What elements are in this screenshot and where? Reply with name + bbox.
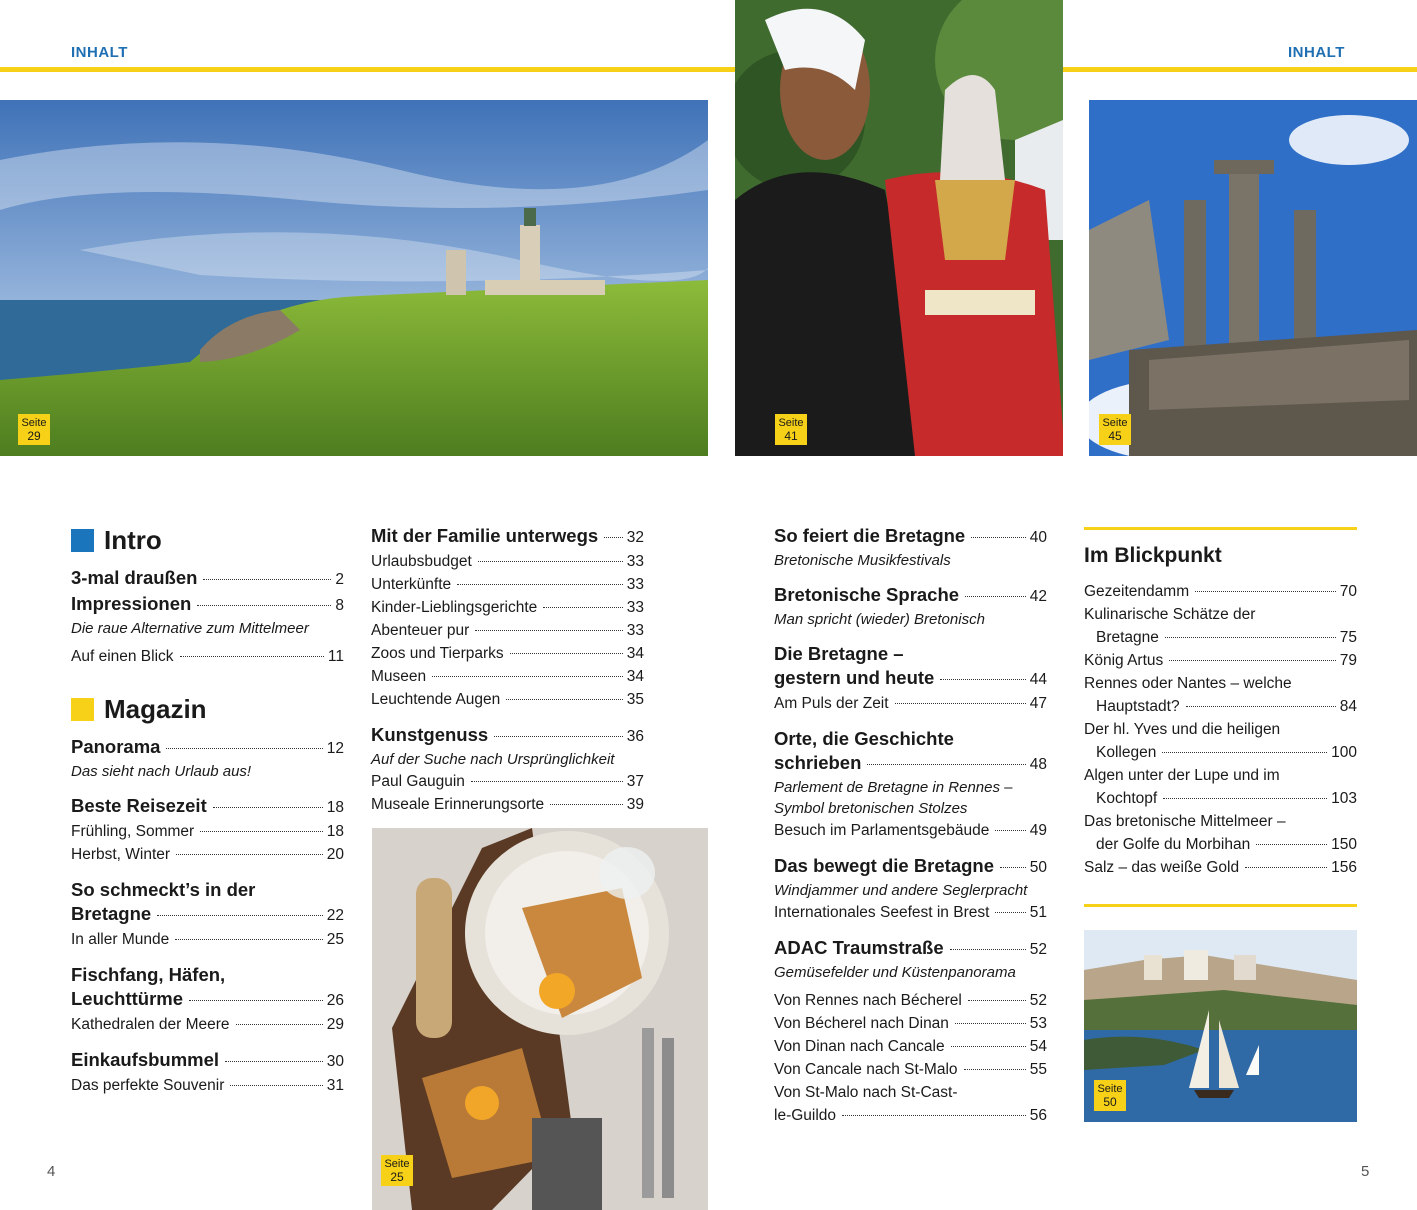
seite-number: 45: [1108, 429, 1122, 443]
seite-badge: [1099, 414, 1131, 445]
toc-entry[interactable]: ADAC Traumstraße 52: [774, 937, 1047, 958]
lighthouse-photo: [0, 100, 708, 456]
crepes-photo: [372, 828, 708, 1210]
toc-subtitle: Das sieht nach Urlaub aus!: [71, 763, 252, 780]
toc-subtitle: Auf der Suche nach Ursprünglichkeit: [371, 751, 615, 768]
seite-number: 29: [27, 429, 41, 443]
blickpunkt-box: [1084, 544, 1357, 879]
seite-badge: [381, 1155, 413, 1186]
toc-entry[interactable]: Von Rennes nach Bécherel 52: [774, 992, 1047, 1009]
seite-number: 50: [1103, 1095, 1117, 1109]
header-label-left: INHALT: [71, 44, 128, 61]
harbour-photo: [1084, 930, 1357, 1122]
toc-entry[interactable]: Das perfekte Souvenir 31: [71, 1077, 344, 1094]
toc-entry-line[interactable]: Das bretonische Mittelmeer –: [1084, 813, 1286, 830]
toc-entry[interactable]: Abenteuer pur 33: [371, 622, 644, 639]
toc-subtitle: Man spricht (wieder) Bretonisch: [774, 611, 985, 628]
toc-entry[interactable]: Bretagne 22: [71, 903, 344, 924]
toc-entry[interactable]: Von Dinan nach Cancale 54: [774, 1038, 1047, 1055]
toc-entry[interactable]: Salz – das weiße Gold 156: [1084, 859, 1357, 876]
toc-entry[interactable]: Kunstgenuss 36: [371, 724, 644, 745]
toc-entry-line[interactable]: Die Bretagne –: [774, 643, 904, 664]
toc-entry[interactable]: Von Cancale nach St-Malo 55: [774, 1061, 1047, 1078]
toc-entry[interactable]: Leuchttürme 26: [71, 988, 344, 1009]
toc-entry-line[interactable]: Rennes oder Nantes – welche: [1084, 675, 1292, 692]
toc-subtitle: Die raue Alternative zum Mittelmeer: [71, 620, 309, 637]
toc-entry[interactable]: Leuchtende Augen 35: [371, 691, 644, 708]
seite-badge: [1094, 1080, 1126, 1111]
toc-subtitle: Parlement de Bretagne in Rennes –: [774, 779, 1013, 796]
calvary-photo: [1089, 100, 1417, 456]
toc-entry[interactable]: So feiert die Bretagne 40: [774, 525, 1047, 546]
seite-badge: [18, 414, 50, 445]
toc-entry-line[interactable]: So schmeckt’s in der: [71, 879, 256, 900]
toc-entry[interactable]: der Golfe du Morbihan 150: [1096, 836, 1357, 853]
toc-column-1: [71, 525, 344, 1097]
toc-subtitle: Gemüsefelder und Küstenpanorama: [774, 964, 1016, 981]
toc-entry[interactable]: Hauptstadt? 84: [1096, 698, 1357, 715]
toc-entry[interactable]: In aller Munde 25: [71, 931, 344, 948]
toc-entry[interactable]: Unterkünfte 33: [371, 576, 644, 593]
toc-entry-line[interactable]: Orte, die Geschichte: [774, 728, 954, 749]
intro-title: Intro: [104, 525, 162, 555]
seite-number: 25: [390, 1170, 404, 1184]
seite-badge: [775, 414, 807, 445]
toc-subtitle: Symbol bretonischen Stolzes: [774, 800, 968, 817]
toc-entry[interactable]: Museen 34: [371, 668, 644, 685]
toc-entry[interactable]: schrieben 48: [774, 752, 1047, 773]
toc-entry[interactable]: Beste Reisezeit 18: [71, 795, 344, 816]
toc-entry-line[interactable]: Von St-Malo nach St-Cast-: [774, 1084, 958, 1101]
seite-label: Seite: [1102, 417, 1128, 429]
toc-entry[interactable]: Urlaubsbudget 33: [371, 553, 644, 570]
toc-entry[interactable]: Kinder-Lieblingsgerichte 33: [371, 599, 644, 616]
seite-label: Seite: [1097, 1083, 1123, 1095]
toc-entry[interactable]: Internationales Seefest in Brest 51: [774, 904, 1047, 921]
toc-entry[interactable]: Frühling, Sommer 18: [71, 823, 344, 840]
toc-entry[interactable]: Museale Erinnerungsorte 39: [371, 796, 644, 813]
toc-entry[interactable]: Bretagne 75: [1096, 629, 1357, 646]
breton-costume-photo: [735, 0, 1063, 456]
toc-entry[interactable]: 3-mal draußen 2: [71, 567, 344, 588]
toc-entry[interactable]: Kathedralen der Meere 29: [71, 1016, 344, 1033]
blickpunkt-rule-top: [1084, 527, 1357, 530]
seite-label: Seite: [384, 1158, 410, 1170]
toc-entry-line[interactable]: Fischfang, Häfen,: [71, 964, 226, 985]
seite-number: 41: [784, 429, 798, 443]
toc-entry[interactable]: Paul Gauguin 37: [371, 773, 644, 790]
toc-entry[interactable]: Kochtopf 103: [1096, 790, 1357, 807]
header-rule-right: [1062, 67, 1417, 72]
toc-entry[interactable]: Herbst, Winter 20: [71, 846, 344, 863]
toc-subtitle: Bretonische Musikfestivals: [774, 552, 951, 569]
page-number-right: 5: [1361, 1163, 1370, 1180]
magazin-square-icon: [71, 698, 94, 721]
toc-entry[interactable]: Zoos und Tierparks 34: [371, 645, 644, 662]
toc-entry-line[interactable]: Der hl. Yves und die heiligen: [1084, 721, 1281, 738]
header-rule-left: [0, 67, 736, 72]
toc-entry[interactable]: le-Guildo 56: [774, 1107, 1047, 1124]
toc-entry[interactable]: gestern und heute 44: [774, 667, 1047, 688]
toc-entry[interactable]: König Artus 79: [1084, 652, 1357, 669]
toc-entry[interactable]: Das bewegt die Bretagne 50: [774, 855, 1047, 876]
magazin-heading: [71, 694, 344, 725]
toc-entry[interactable]: Am Puls der Zeit 47: [774, 695, 1047, 712]
seite-label: Seite: [21, 417, 47, 429]
toc-column-2: [371, 524, 644, 816]
toc-subtitle: Windjammer und andere Seglerpracht: [774, 882, 1028, 899]
toc-entry[interactable]: Mit der Familie unterwegs 32: [371, 525, 644, 546]
toc-entry[interactable]: Auf einen Blick 11: [71, 648, 344, 665]
intro-square-icon: [71, 529, 94, 552]
intro-heading: [71, 525, 344, 556]
toc-column-3: [774, 524, 1047, 1127]
toc-entry[interactable]: Gezeitendamm 70: [1084, 583, 1357, 600]
toc-entry[interactable]: Besuch im Parlamentsgebäude 49: [774, 822, 1047, 839]
toc-entry[interactable]: Panorama 12: [71, 736, 344, 757]
toc-entry-line[interactable]: Algen unter der Lupe und im: [1084, 767, 1280, 784]
toc-entry[interactable]: Einkaufsbummel 30: [71, 1049, 344, 1070]
blickpunkt-title: Im Blickpunkt: [1084, 544, 1222, 567]
header-label-right: INHALT: [1288, 44, 1345, 61]
toc-entry[interactable]: Von Bécherel nach Dinan 53: [774, 1015, 1047, 1032]
toc-entry[interactable]: Bretonische Sprache 42: [774, 584, 1047, 605]
blickpunkt-rule-bottom: [1084, 904, 1357, 907]
seite-label: Seite: [778, 417, 804, 429]
toc-entry[interactable]: Kollegen 100: [1096, 744, 1357, 761]
page-number-left: 4: [47, 1163, 56, 1180]
magazin-title: Magazin: [104, 694, 207, 724]
toc-entry-line[interactable]: Kulinarische Schätze der: [1084, 606, 1256, 623]
toc-entry[interactable]: Impressionen 8: [71, 593, 344, 614]
